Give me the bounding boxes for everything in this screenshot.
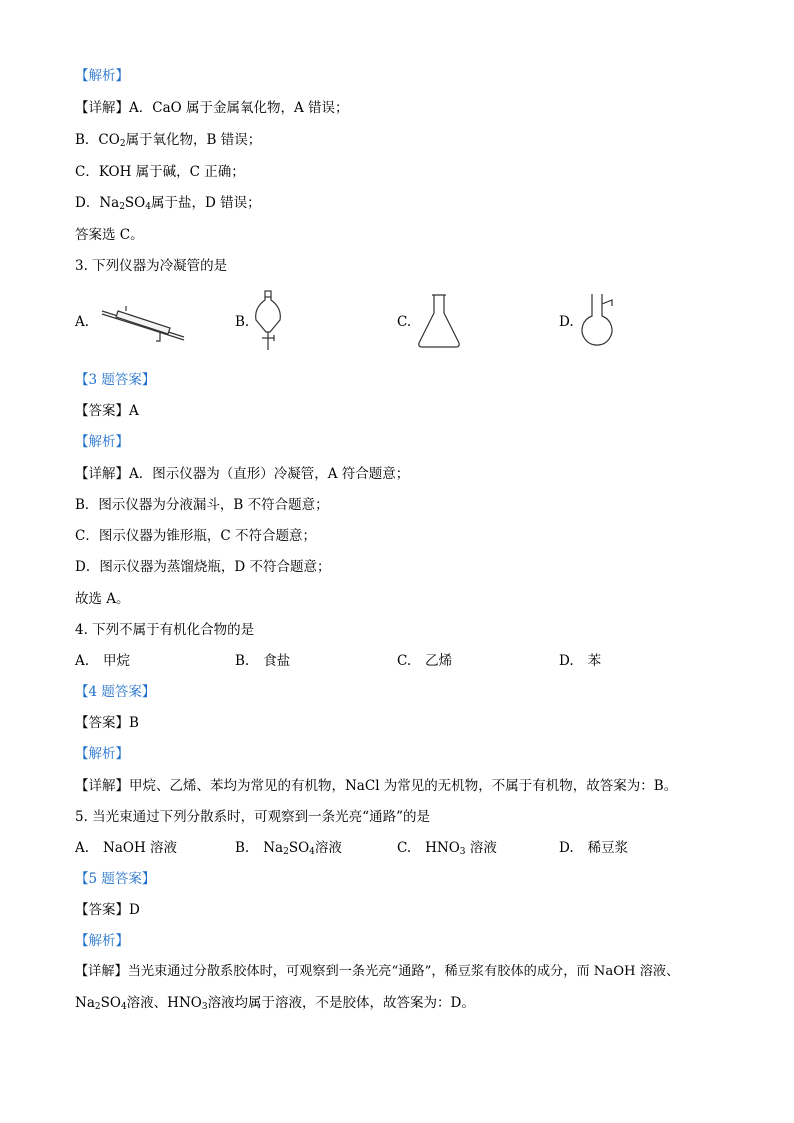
option-b: B. 食盐 bbox=[235, 653, 291, 669]
question-3: 3. 下列仪器为冷凝管的是 bbox=[75, 258, 228, 274]
detail-line: D．图示仪器为蒸馏烧瓶，D 不符合题意； bbox=[75, 559, 331, 575]
question-5: 5. 当光束通过下列分散系时，可观察到一条光亮“通路”的是 bbox=[75, 809, 430, 825]
answer-tag: 【3 题答案】 bbox=[75, 372, 156, 388]
option-a: A. 甲烷 bbox=[75, 653, 131, 669]
separatory-funnel-icon bbox=[252, 290, 284, 354]
answer-line: 【答案】D bbox=[75, 902, 140, 918]
detail-line: B．$CO_2$属于氧化物，B 错误； bbox=[75, 132, 262, 149]
option-a: A. NaOH 溶液 bbox=[75, 840, 178, 856]
detail-line: 故选 A。 bbox=[75, 591, 130, 607]
option-c: C. 乙烯 bbox=[397, 653, 453, 669]
detail-line: 【详解】A．CaO 属于金属氧化物，A 错误； bbox=[75, 100, 349, 116]
analysis-header: 【解析】 bbox=[75, 746, 129, 762]
answer-line: 【答案】A bbox=[75, 403, 139, 419]
erlenmeyer-flask-icon bbox=[416, 293, 462, 349]
answer-line: 【答案】B bbox=[75, 715, 139, 731]
detail-line: 【详解】A．图示仪器为（直形）冷凝管，A 符合题意； bbox=[75, 466, 410, 482]
detail-line: $Na_2SO_4$溶液、$HNO_3$溶液均属于溶液，不是胶体，故答案为：D。 bbox=[75, 995, 475, 1012]
option-label: B. bbox=[235, 314, 250, 330]
option-label: C. bbox=[397, 314, 412, 330]
answer-line: 答案选 C。 bbox=[75, 227, 144, 243]
answer-tag: 【5 题答案】 bbox=[75, 871, 156, 887]
detail-line: 【详解】甲烷、乙烯、苯均为常见的有机物，NaCl 为常见的无机物，不属于有机物，故答案为：B。 bbox=[75, 778, 678, 794]
distillation-flask-icon bbox=[578, 292, 618, 352]
detail-line: 【详解】当光束通过分散系胶体时，可观察到一条光亮“通路”，稀豆浆有胶体的成分，而 NaOH 溶液、 bbox=[75, 964, 680, 979]
question-4: 4. 下列不属于有机化合物的是 bbox=[75, 622, 255, 638]
detail-line: B．图示仪器为分液漏斗，B 不符合题意； bbox=[75, 497, 329, 513]
detail-line: D．$Na_2SO_4$属于盐，D 错误； bbox=[75, 195, 261, 212]
analysis-header: 【解析】 bbox=[75, 434, 129, 450]
option-c: C. $HNO_3$ 溶液 bbox=[397, 840, 497, 857]
answer-tag: 【4 题答案】 bbox=[75, 684, 156, 700]
condenser-icon bbox=[98, 303, 188, 345]
option-b: B. $Na_2SO_4$溶液 bbox=[235, 840, 342, 857]
detail-line: C．图示仪器为锥形瓶，C 不符合题意； bbox=[75, 528, 316, 544]
option-d: D. 稀豆浆 bbox=[559, 840, 629, 856]
analysis-header: 【解析】 bbox=[75, 933, 129, 949]
option-label: D. bbox=[559, 314, 574, 330]
detail-line: C．KOH 属于碱，C 正确； bbox=[75, 164, 245, 180]
analysis-header: 【解析】 bbox=[75, 68, 129, 84]
option-label: A. bbox=[75, 314, 90, 330]
option-d: D. 苯 bbox=[559, 653, 602, 669]
